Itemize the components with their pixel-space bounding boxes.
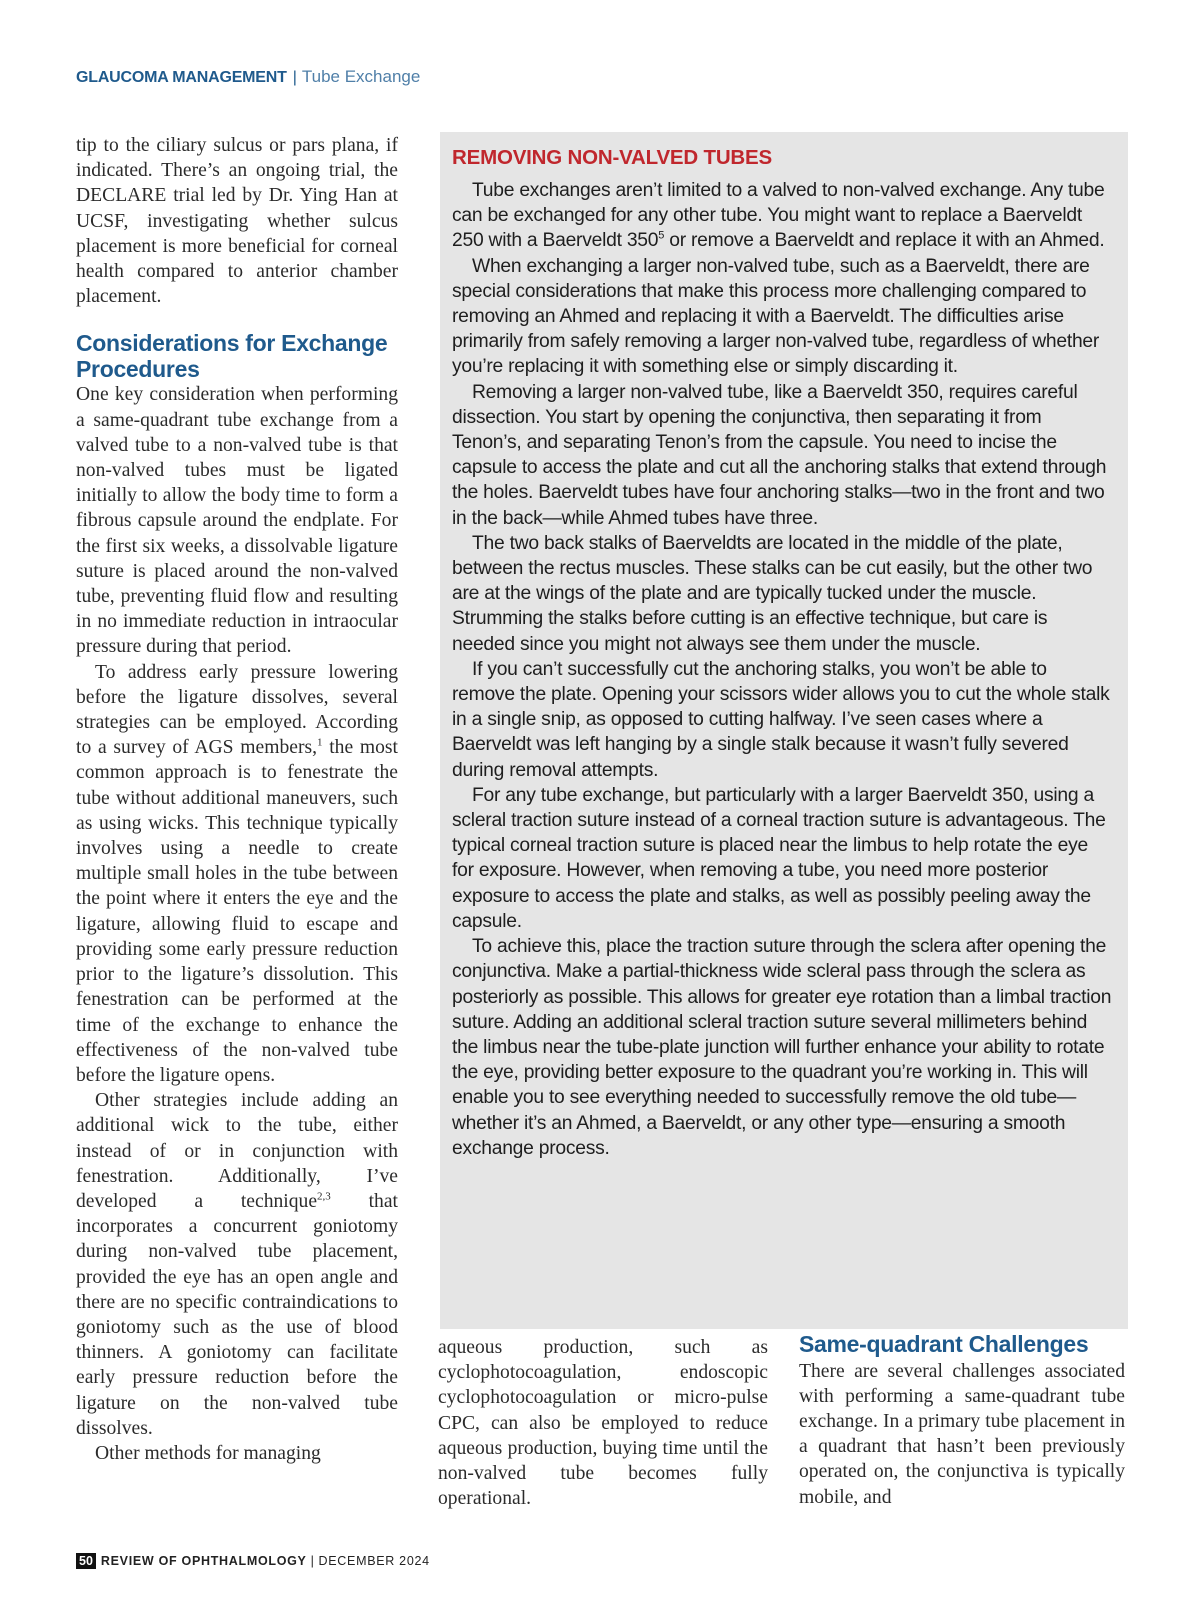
citation-superscript: 5 xyxy=(658,229,665,242)
section-heading: Same-quadrant Challenges xyxy=(799,1331,1089,1357)
body-paragraph: There are several challenges associated with performing a same-quadrant tube exchange. In a primary tube placement in a quadrant that hasn’t been previously operated on, the conjunctiva is typically mobile, and xyxy=(799,1360,1125,1508)
sidebar-paragraph: For any tube exchange, but particularly with a larger Baerveldt 350, using a scleral traction suture instead of a corneal traction suture is advantageous. The typical corneal traction suture is placed near the limbus to help rotate the eye for exposure. However, when removing a tube, you need more posterior exposure to access the plate and stalks, as well as possibly peeling away the capsule. xyxy=(452,784,1106,932)
footer-separator: | xyxy=(310,1554,315,1568)
section-label: GLAUCOMA MANAGEMENT xyxy=(76,69,287,86)
sidebar-paragraph: Tube exchanges aren’t limited to a valved to non-valved exchange. Any tube can be exchanged for any other tube. You might want to replace a Baerveldt 250 with a Baerveldt $350^5$ or remove a Baerveldt and replace it with an Ahmed. xyxy=(452,180,1105,252)
citation-superscript: 2,3 xyxy=(317,1190,331,1203)
page-footer xyxy=(76,1553,430,1569)
issue-date: DECEMBER 2024 xyxy=(318,1554,430,1568)
header-separator: | xyxy=(292,69,297,86)
column-right xyxy=(799,1331,1125,1510)
sidebar-paragraph: The two back stalks of Baerveldts are located in the middle of the plate, between the rectus muscles. These stalks can be cut easily, but the other two are at the wings of the plate and are typically tucked under the muscle. Strumming the stalks before cutting is an effective technique, but care is needed since you might not always see them under the muscle. xyxy=(452,532,1093,655)
sidebar-paragraph: Removing a larger non-valved tube, like a Baerveldt 350, requires careful dissection. You start by opening the conjunctiva, then separating it from Tenon’s, and separating Tenon’s from the capsule. You need to incise the capsule to access the plate and cut all the anchoring stalks that extend through the holes. Baerveldt tubes have four anchoring stalks—two in the front and two in the back—while Ahmed tubes have three. xyxy=(452,381,1107,529)
publication-name: REVIEW OF OPHTHALMOLOGY xyxy=(100,1554,307,1568)
body-paragraph: tip to the ciliary sulcus or pars plana, if indicated. There’s an ongoing trial, the DECLARE trial led by Dr. Ying Han at UCSF, investigating whether sulcus placement is more beneficial for corneal health compared to anterior chamber placement. xyxy=(76,135,398,308)
column-left xyxy=(76,133,398,1466)
body-paragraph: Other strategies include adding an additional wick to the tube, either instead of or in conjunction with fenestration. Additionally, I’ve developed a technique$^{2,3}$ that incorporates a concurrent goniotomy during non-valved tube placement, provided the eye has an open angle and there are no specific contraindications to goniotomy such as the use of blood thinners. A goniotomy can facilitate early pressure reduction before the ligature on the non-valved tube dissolves. xyxy=(76,1090,398,1439)
body-paragraph: Other methods for managing xyxy=(95,1442,321,1464)
sidebar-box xyxy=(440,132,1128,1329)
section-heading: Considerations for Exchange Procedures xyxy=(76,330,388,382)
column-middle xyxy=(438,1335,768,1511)
body-paragraph: aqueous production, such as cyclophotocoagulation, endoscopic cyclophotocoagulation or micro-pulse CPC, can also be employed to reduce aqueous production, buying time until the non-valved tube becomes fully operational. xyxy=(438,1337,768,1510)
page-number: 50 xyxy=(76,1553,96,1569)
body-paragraph: To address early pressure lowering before the ligature dissolves, several strategies can be employed. According to a survey of AGS members,$^1$ the most common approach is to fenestrate the tube without additional maneuvers, such as using wicks. This technique typically involves using a needle to create multiple small holes in the tube between the point where it enters the eye and the ligature, allowing fluid to escape and providing some early pressure reduction prior to the ligature’s dissolution. This fenestration can be performed at the time of the exchange to enhance the effectiveness of the non-valved tube before the ligature opens. xyxy=(76,661,399,1086)
sidebar-paragraph: If you can’t successfully cut the anchoring stalks, you won’t be able to remove the plate. Opening your scissors wider allows you to cut the whole stalk in a single snip, as opposed to cutting halfway. I’ve seen cases where a Baerveldt was left hanging by a single stalk because it wasn’t fully severed during removal attempts. xyxy=(452,658,1110,781)
sidebar-body xyxy=(452,178,1114,1161)
subsection-label: Tube Exchange xyxy=(301,67,421,86)
body-paragraph: One key consideration when performing a same-quadrant tube exchange from a valved tube to a non-valved tube is that non-valved tubes must be ligated initially to allow the body time to form a fibrous capsule around the endplate. For the first six weeks, a dissolvable ligature suture is placed around the non-valved tube, preventing fluid flow and resulting in no immediate reduction in intraocular pressure during that period. xyxy=(76,384,398,658)
running-header xyxy=(76,67,420,87)
sidebar-title: REMOVING NON-VALVED TUBES xyxy=(452,146,772,169)
citation-superscript: 1 xyxy=(317,736,323,749)
sidebar-paragraph: To achieve this, place the traction suture through the sclera after opening the conjunctiva. Make a partial-thickness wide scleral pass through the sclera as posteriorly as possible. This allows for greater eye rotation than a limbal traction suture. Adding an additional scleral traction suture several millimeters behind the limbus near the tube-plate junction will further enhance your ability to rotate the eye, providing better exposure to the quadrant you’re working in. This will enable you to see everything needed to successfully remove the old tube—whether it’s an Ahmed, a Baerveldt, or any other type—ensuring a smooth exchange process. xyxy=(452,936,1112,1159)
sidebar-paragraph: When exchanging a larger non-valved tube, such as a Baerveldt, there are special considerations that make this process more challenging compared to removing an Ahmed and replacing it with a Baerveldt. The difficulties arise primarily from safely removing a larger non-valved tube, regardless of whether you’re replacing it with something else or simply discarding it. xyxy=(452,255,1100,378)
